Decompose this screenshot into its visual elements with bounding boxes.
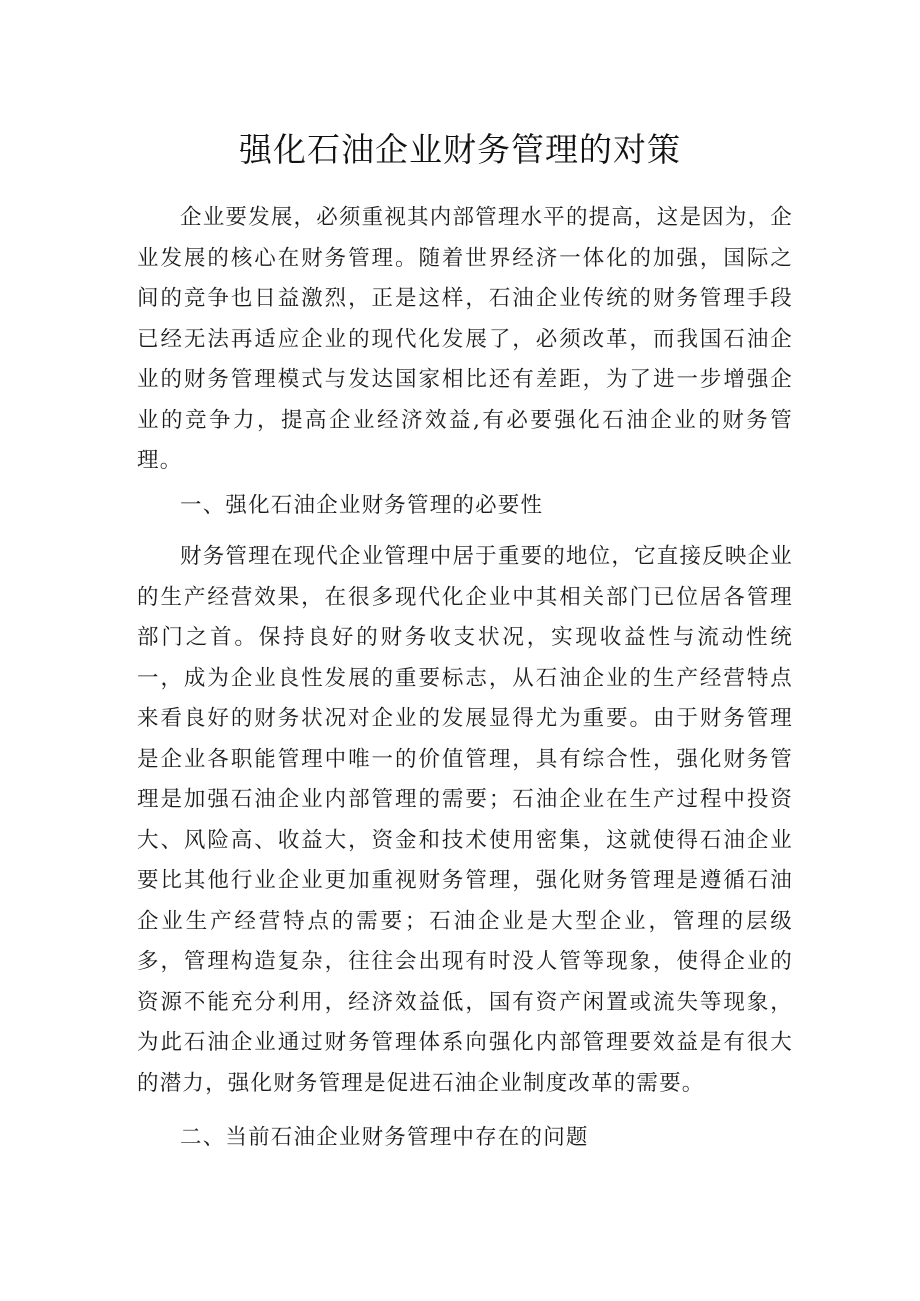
section-1-body-block xyxy=(137,537,793,1104)
section-2-heading-block xyxy=(137,1118,793,1159)
section-1-heading: 一、强化石油企业财务管理的必要性 xyxy=(180,493,544,518)
intro-paragraph-block xyxy=(137,198,793,482)
document-title: 强化石油企业财务管理的对策 xyxy=(239,130,681,169)
intro-paragraph: 企业要发展，必须重视其内部管理水平的提高，这是因为，企业发展的核心在财务管理。随着世界经济一体化的加强，国际之间的竞争也日益激烈，正是这样，石油企业传统的财务管理手段已经无法再适应企业的现代化发展了，必须改革，而我国石油企业的财务管理模式与发达国家相比还有差距，为了进一步增强企业的竞争力，提高企业经济效益,有必要强化石油企业的财务管理。 xyxy=(137,205,793,473)
section-1-paragraph: 财务管理在现代企业管理中居于重要的地位，它直接反映企业的生产经营效果，在很多现代化企业中其相关部门已位居各管理部门之首。保持良好的财务收支状况，实现收益性与流动性统一，成为企业良性发展的重要标志，从石油企业的生产经营特点来看良好的财务状况对企业的发展显得尤为重要。由于财务管理是企业各职能管理中唯一的价值管理，具有综合性，强化财务管理是加强石油企业内部管理的需要；石油企业在生产过程中投资大、风险高、收益大，资金和技术使用密集，这就使得石油企业要比其他行业企业更加重视财务管理，强化财务管理是遵循石油企业生产经营特点的需要；石油企业是大型企业，管理的层级多，管理构造复杂，往往会出现有时没人管等现象，使得企业的资源不能充分利用，经济效益低，国有资产闲置或流失等现象，为此石油企业通过财务管理体系向强化内部管理要效益是有很大的潜力，强化财务管理是促进石油企业制度改革的需要。 xyxy=(137,544,793,1096)
section-1-heading-block xyxy=(137,486,793,527)
section-2-heading: 二、当前石油企业财务管理中存在的问题 xyxy=(180,1125,589,1150)
